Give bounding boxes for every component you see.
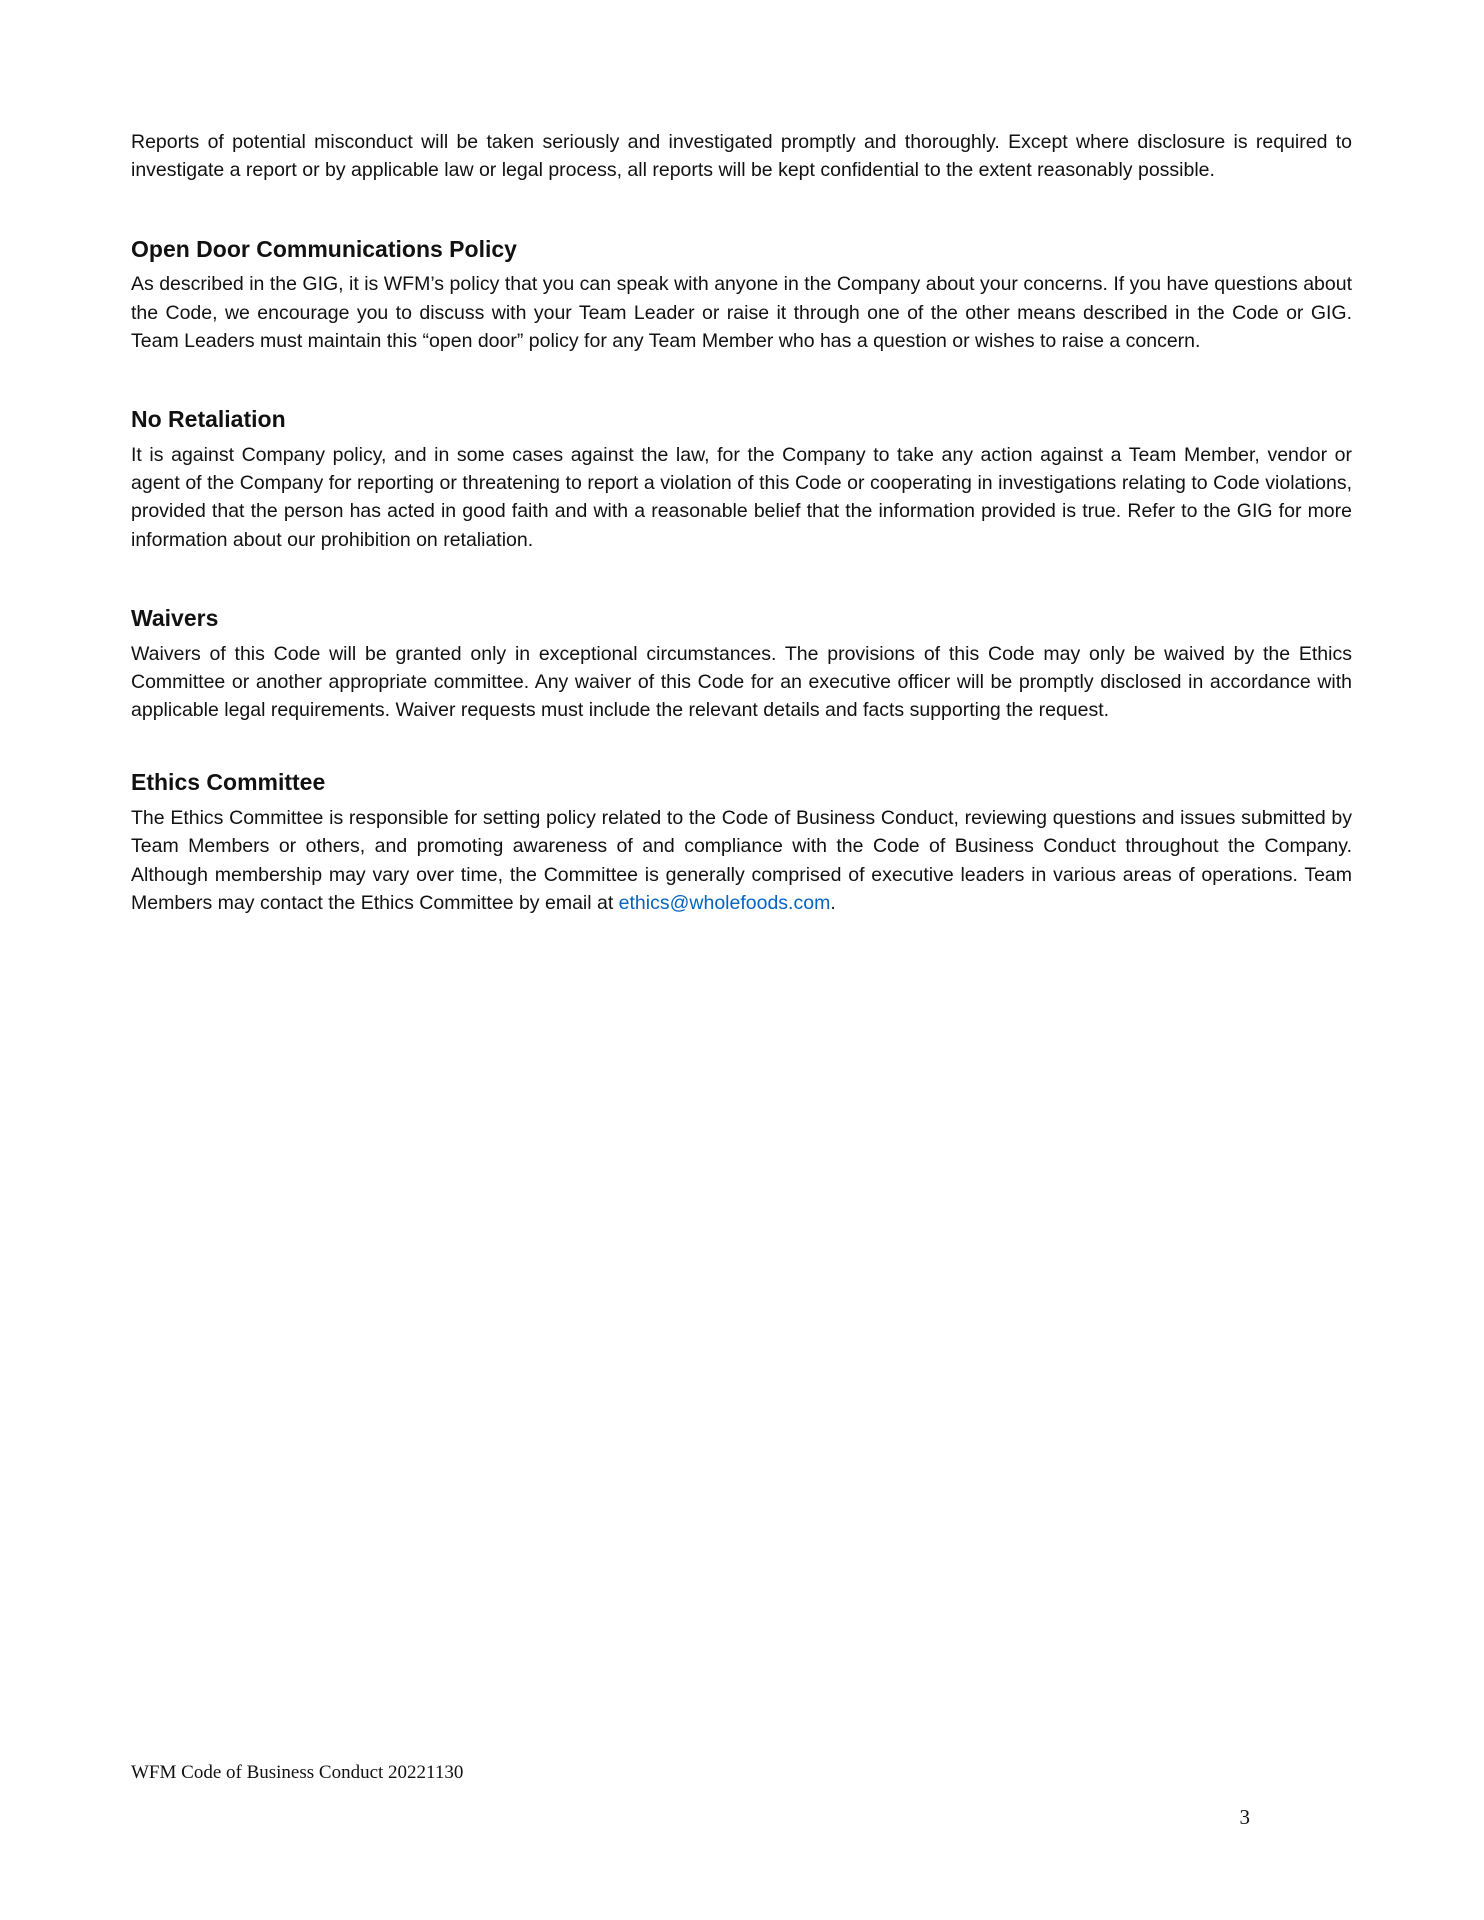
footer-doc-id: WFM Code of Business Conduct 20221130	[131, 1762, 464, 1783]
section-body-no-retaliation: It is against Company policy, and in some cases against the law, for the Company to take any action against a Team Member, vendor or agent of the Company for reporting or threatening to report a violation of this Code or cooperating in investigations relating to Code violations, provided that the person has acted in good faith and with a reasonable belief that the information provided is true. Refer to the GIG for more information about our prohibition on retaliation.	[131, 443, 1352, 551]
section-open-door-policy	[131, 235, 1352, 356]
section-heading-open-door: Open Door Communications Policy	[131, 235, 517, 262]
section-body-ethics-committee	[131, 804, 1352, 917]
section-heading-ethics-committee: Ethics Committee	[131, 769, 326, 796]
ethics-body-period: .	[830, 891, 836, 914]
section-no-retaliation	[131, 405, 1352, 554]
page-number: 3	[1239, 1805, 1250, 1829]
intro-paragraph: Reports of potential misconduct will be taken seriously and investigated promptly and thoroughly. Except where disclosure is required to investigate a report or by applicable law or legal process, all reports will be kept confidential to the extent reasonably possible.	[131, 131, 1352, 182]
section-body-waivers: Waivers of this Code will be granted only in exceptional circumstances. The provisions of this Code may only be waived by the Ethics Committee or another appropriate committee. Any waiver of this Code for an executive officer will be promptly disclosed in accordance with applicable legal requirements. Waiver requests must include the relevant details and facts supporting the request.	[131, 642, 1352, 722]
ethics-email-link[interactable]: ethics@wholefoods.com	[618, 891, 831, 914]
ethics-body-text: The Ethics Committee is responsible for setting policy related to the Code of Business Conduct, reviewing questions and issues submitted by Team Members or others, and promoting awareness of and compliance with the Code of Business Conduct throughout the Company. Although membership may vary over time, the Committee is generally comprised of executive leaders in various areas of operations. Team Members may contact the Ethics Committee by email at	[131, 807, 1352, 914]
section-heading-waivers: Waivers	[131, 604, 219, 631]
section-body-open-door: As described in the GIG, it is WFM’s policy that you can speak with anyone in the Company about your concerns. If you have questions about the Code, we encourage you to discuss with your Team Leader or raise it through one of the other means described in the Code or GIG. Team Leaders must maintain this “open door” policy for any Team Member who has a question or wishes to raise a concern.	[131, 273, 1352, 352]
section-waivers	[131, 604, 1352, 725]
section-heading-no-retaliation: No Retaliation	[131, 406, 286, 433]
section-ethics-committee	[131, 768, 1352, 917]
